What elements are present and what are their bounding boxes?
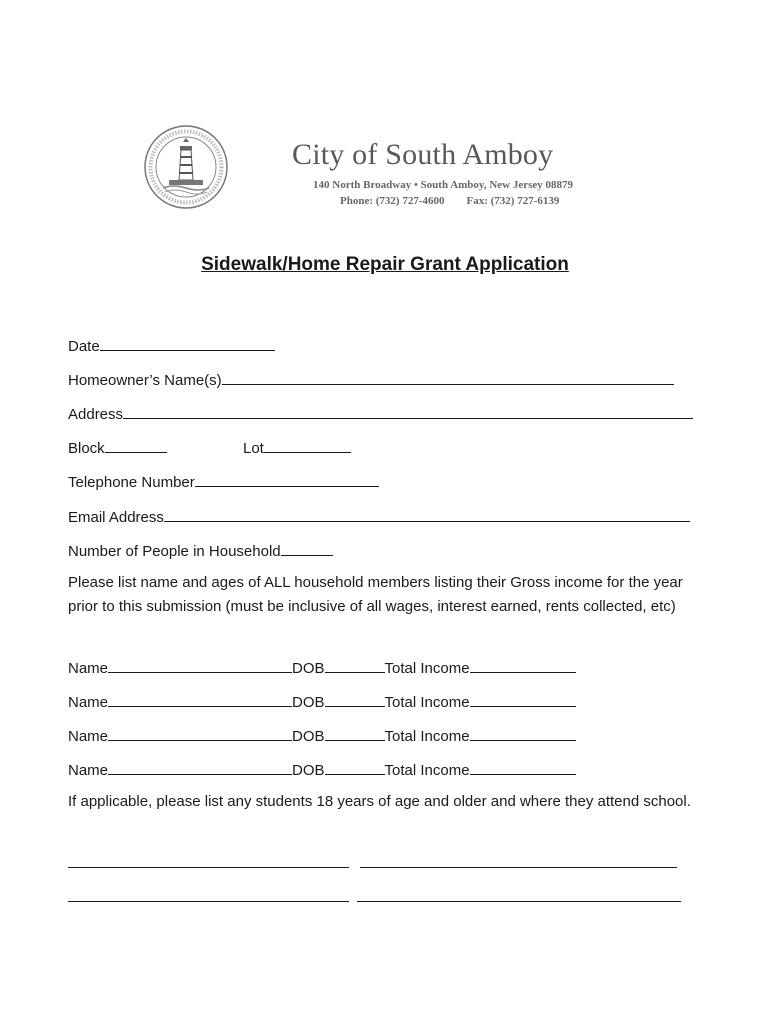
household-row <box>68 658 576 678</box>
homeowner-label: Homeowner’s Name(s) <box>68 372 222 389</box>
lot-blank[interactable] <box>264 438 351 453</box>
name-blank[interactable] <box>108 692 292 707</box>
student-name-blank[interactable] <box>68 901 349 902</box>
email-field <box>68 507 690 527</box>
block-blank[interactable] <box>105 438 167 453</box>
homeowner-blank[interactable] <box>222 370 674 385</box>
name-label: Name <box>68 660 109 677</box>
block-label: Block <box>68 440 105 457</box>
student-school-blank[interactable] <box>357 901 681 902</box>
income-label: Total Income <box>384 728 470 745</box>
date-blank[interactable] <box>100 336 275 351</box>
city-phone: Phone: (732) 727-4600 <box>340 195 445 207</box>
student-school-blank[interactable] <box>360 867 677 868</box>
telephone-blank[interactable] <box>195 472 379 487</box>
dob-blank[interactable] <box>325 692 385 707</box>
income-blank[interactable] <box>470 692 576 707</box>
date-field <box>68 336 275 356</box>
dob-label: DOB <box>292 728 325 745</box>
block-lot-field <box>68 438 368 458</box>
people-count-field <box>68 541 333 561</box>
telephone-field <box>68 472 379 492</box>
address-label: Address <box>68 406 124 423</box>
dob-label: DOB <box>292 762 325 779</box>
dob-blank[interactable] <box>325 726 385 741</box>
name-label: Name <box>68 694 109 711</box>
city-fax: Fax: (732) 727-6139 <box>466 195 560 207</box>
city-address: 140 North Broadway • South Amboy, New Jersey 08879 <box>313 179 574 191</box>
homeowner-field <box>68 370 674 390</box>
income-blank[interactable] <box>470 726 576 741</box>
students-instructions: If applicable, please list any students 18 years of age and older and where they attend school. <box>68 793 691 810</box>
city-contact <box>340 195 559 207</box>
household-row <box>68 760 576 780</box>
income-blank[interactable] <box>470 760 576 775</box>
lot-field <box>243 438 351 458</box>
name-label: Name <box>68 762 109 779</box>
income-label: Total Income <box>384 762 470 779</box>
household-row <box>68 692 576 712</box>
income-blank[interactable] <box>470 658 576 673</box>
dob-label: DOB <box>292 694 325 711</box>
page-title: Sidewalk/Home Repair Grant Application <box>201 254 569 275</box>
address-field <box>68 404 693 424</box>
address-blank[interactable] <box>123 404 693 419</box>
date-label: Date <box>68 338 100 355</box>
telephone-label: Telephone Number <box>68 474 195 491</box>
people-count-label: Number of People in Household <box>68 543 281 560</box>
household-instructions: Please list name and ages of ALL household members listing their Gross income for the year prior to this submission (must be inclusive of all wages, interest earned, rents collected, etc) <box>68 574 683 615</box>
people-count-blank[interactable] <box>281 541 333 556</box>
email-blank[interactable] <box>164 507 690 522</box>
dob-blank[interactable] <box>325 658 385 673</box>
name-blank[interactable] <box>108 658 292 673</box>
name-label: Name <box>68 728 109 745</box>
lot-label: Lot <box>243 440 264 457</box>
income-label: Total Income <box>384 694 470 711</box>
household-row <box>68 726 576 746</box>
email-label: Email Address <box>68 509 164 526</box>
name-blank[interactable] <box>108 760 292 775</box>
student-name-blank[interactable] <box>68 867 349 868</box>
name-blank[interactable] <box>108 726 292 741</box>
dob-label: DOB <box>292 660 325 677</box>
city-name: City of South Amboy <box>292 138 554 171</box>
income-label: Total Income <box>384 660 470 677</box>
dob-blank[interactable] <box>325 760 385 775</box>
city-seal-icon <box>143 124 229 210</box>
